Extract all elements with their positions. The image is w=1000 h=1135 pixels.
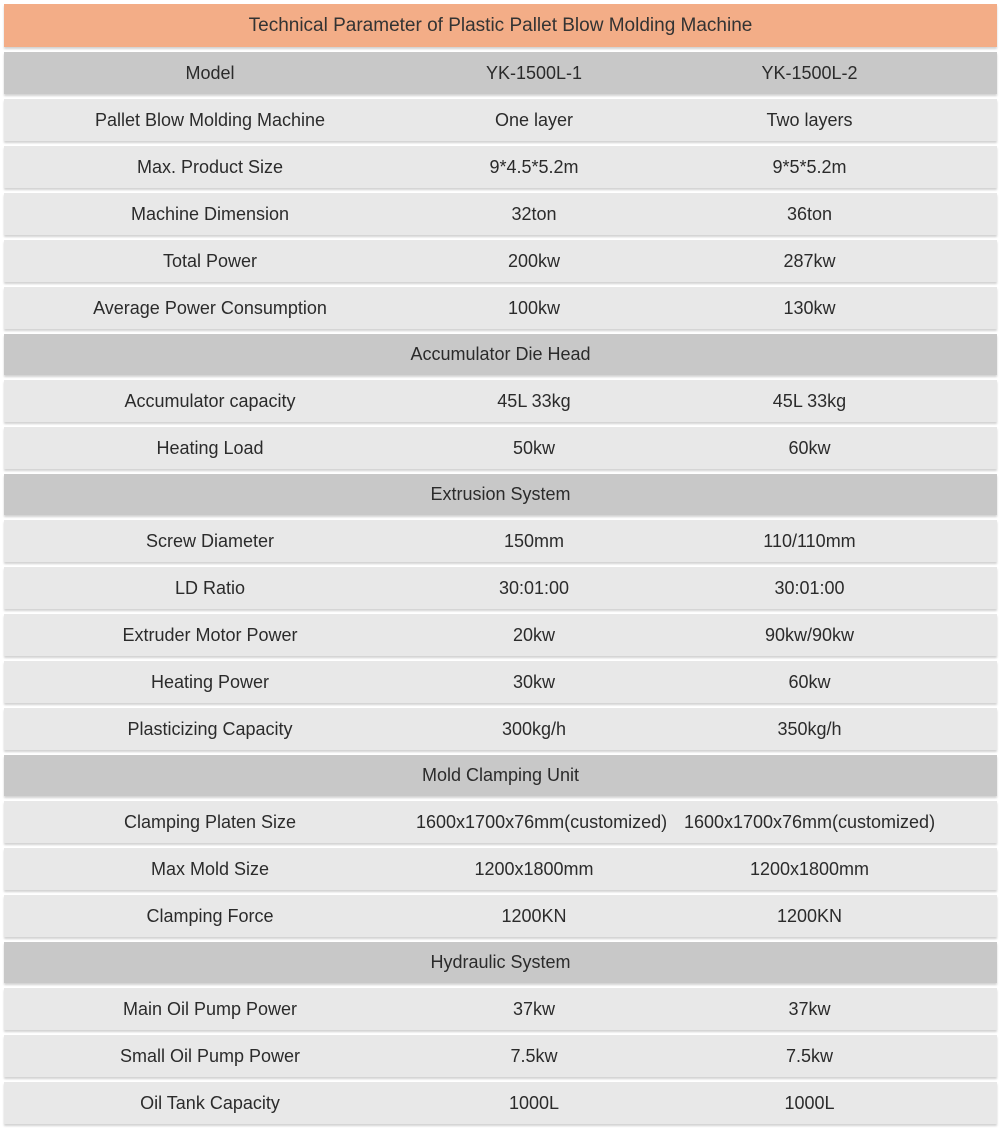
value-yk-1500l-1-cell: 30:01:00 — [498, 577, 570, 598]
parameter-label-cell: Plasticizing Capacity — [127, 718, 293, 739]
value-yk-1500l-2-cell: 287kw — [783, 250, 836, 271]
value-yk-1500l-1-cell: 45L 33kg — [497, 390, 571, 411]
table-row — [4, 567, 997, 609]
value-yk-1500l-2-cell: Two layers — [766, 109, 853, 130]
table-row — [4, 614, 997, 656]
value-yk-1500l-2-cell: 30:01:00 — [774, 577, 845, 598]
table-title-text: Technical Parameter of Plastic Pallet Blow Molding Machine — [248, 14, 753, 36]
value-yk-1500l-2-cell: 1600x1700x76mm(customized) — [683, 811, 936, 832]
value-yk-1500l-1-cell: 37kw — [512, 998, 556, 1019]
section-header-row — [4, 474, 997, 515]
table-row — [4, 801, 997, 843]
value-yk-1500l-1-cell: 200kw — [507, 250, 561, 271]
value-yk-1500l-2-cell: 90kw/90kw — [764, 624, 855, 645]
value-yk-1500l-1-cell: 20kw — [512, 624, 556, 645]
parameter-label-cell: Machine Dimension — [130, 203, 290, 224]
section-header-label: Extrusion System — [430, 484, 571, 504]
parameter-label-cell: LD Ratio — [174, 577, 246, 598]
parameter-label-cell: Max. Product Size — [136, 156, 284, 177]
value-yk-1500l-2-cell: 7.5kw — [785, 1045, 834, 1066]
parameter-label-cell: Small Oil Pump Power — [119, 1045, 301, 1066]
table-row — [4, 287, 997, 329]
value-yk-1500l-1-cell: 50kw — [512, 437, 556, 458]
value-yk-1500l-1-cell: 1200x1800mm — [474, 858, 594, 879]
parameter-label-cell: Extruder Motor Power — [122, 624, 298, 645]
value-yk-1500l-2-cell: 1200x1800mm — [749, 858, 870, 879]
table-row — [4, 1035, 997, 1077]
value-yk-1500l-2-cell: 350kg/h — [777, 718, 842, 739]
value-yk-1500l-1-cell: 1200KN — [501, 905, 567, 926]
value-yk-1500l-1-cell: 7.5kw — [510, 1045, 558, 1066]
value-yk-1500l-1-cell: 30kw — [512, 671, 556, 692]
table-row — [4, 848, 997, 890]
table-row — [4, 99, 997, 141]
parameter-label-cell: Max Mold Size — [150, 858, 270, 879]
column-header-parameter-label: Model — [185, 62, 235, 83]
value-yk-1500l-2-cell: 45L 33kg — [772, 390, 847, 411]
value-yk-1500l-1-cell: 300kg/h — [501, 718, 567, 739]
value-yk-1500l-2-cell: 37kw — [788, 998, 831, 1019]
parameter-label-cell: Main Oil Pump Power — [122, 998, 298, 1019]
parameter-label-cell: Screw Diameter — [145, 530, 275, 551]
parameter-label-cell: Clamping Force — [146, 905, 274, 926]
table-body — [4, 52, 997, 1124]
value-yk-1500l-2-cell: 36ton — [786, 203, 833, 224]
section-header-label: Mold Clamping Unit — [421, 765, 580, 785]
value-yk-1500l-1-cell: 100kw — [507, 297, 561, 318]
section-header-row — [4, 334, 997, 375]
parameter-label-cell: Heating Power — [150, 671, 270, 692]
value-yk-1500l-2-cell: 1000L — [784, 1092, 835, 1113]
parameter-label-cell: Oil Tank Capacity — [140, 1092, 280, 1113]
section-header-row — [4, 755, 997, 796]
parameter-label-cell: Accumulator capacity — [124, 390, 296, 411]
table-row — [4, 427, 997, 469]
section-header-label: Accumulator Die Head — [410, 344, 591, 364]
value-yk-1500l-1-cell: 9*4.5*5.2m — [489, 156, 579, 177]
value-yk-1500l-1-cell: 32ton — [511, 203, 557, 224]
table-row — [4, 1082, 997, 1124]
value-yk-1500l-1-cell: 1000L — [508, 1092, 560, 1113]
column-header-value-yk-1500l-1: YK-1500L-1 — [485, 62, 583, 83]
value-yk-1500l-2-cell: 1200KN — [776, 905, 843, 926]
table-title — [4, 4, 997, 47]
parameter-label-cell: Average Power Consumption — [93, 297, 327, 318]
value-yk-1500l-2-cell: 110/110mm — [763, 530, 856, 551]
parameter-label-cell: Heating Load — [156, 437, 264, 458]
table-row — [4, 380, 997, 422]
table-row — [4, 708, 997, 750]
table-row — [4, 193, 997, 235]
table-row — [4, 988, 997, 1030]
value-yk-1500l-2-cell: 130kw — [783, 297, 836, 318]
table-row — [4, 661, 997, 703]
value-yk-1500l-1-cell: 150mm — [503, 530, 565, 551]
table-row — [4, 895, 997, 937]
parameter-label-cell: Pallet Blow Molding Machine — [94, 109, 326, 130]
value-yk-1500l-2-cell: 9*5*5.2m — [772, 156, 847, 177]
value-yk-1500l-1-cell: 1600x1700x76mm(customized) — [416, 811, 668, 832]
table-row — [4, 520, 997, 562]
parameter-table — [4, 4, 997, 1124]
parameter-label-cell: Total Power — [162, 250, 258, 271]
section-header-label: Hydraulic System — [430, 952, 571, 972]
column-header-row — [4, 52, 997, 94]
value-yk-1500l-1-cell: One layer — [494, 109, 574, 130]
table-row — [4, 146, 997, 188]
section-header-row — [4, 942, 997, 983]
value-yk-1500l-2-cell: 60kw — [788, 671, 831, 692]
table-row — [4, 240, 997, 282]
parameter-label-cell: Clamping Platen Size — [123, 811, 297, 832]
column-header-value-yk-1500l-2: YK-1500L-2 — [761, 62, 858, 83]
value-yk-1500l-2-cell: 60kw — [788, 437, 831, 458]
